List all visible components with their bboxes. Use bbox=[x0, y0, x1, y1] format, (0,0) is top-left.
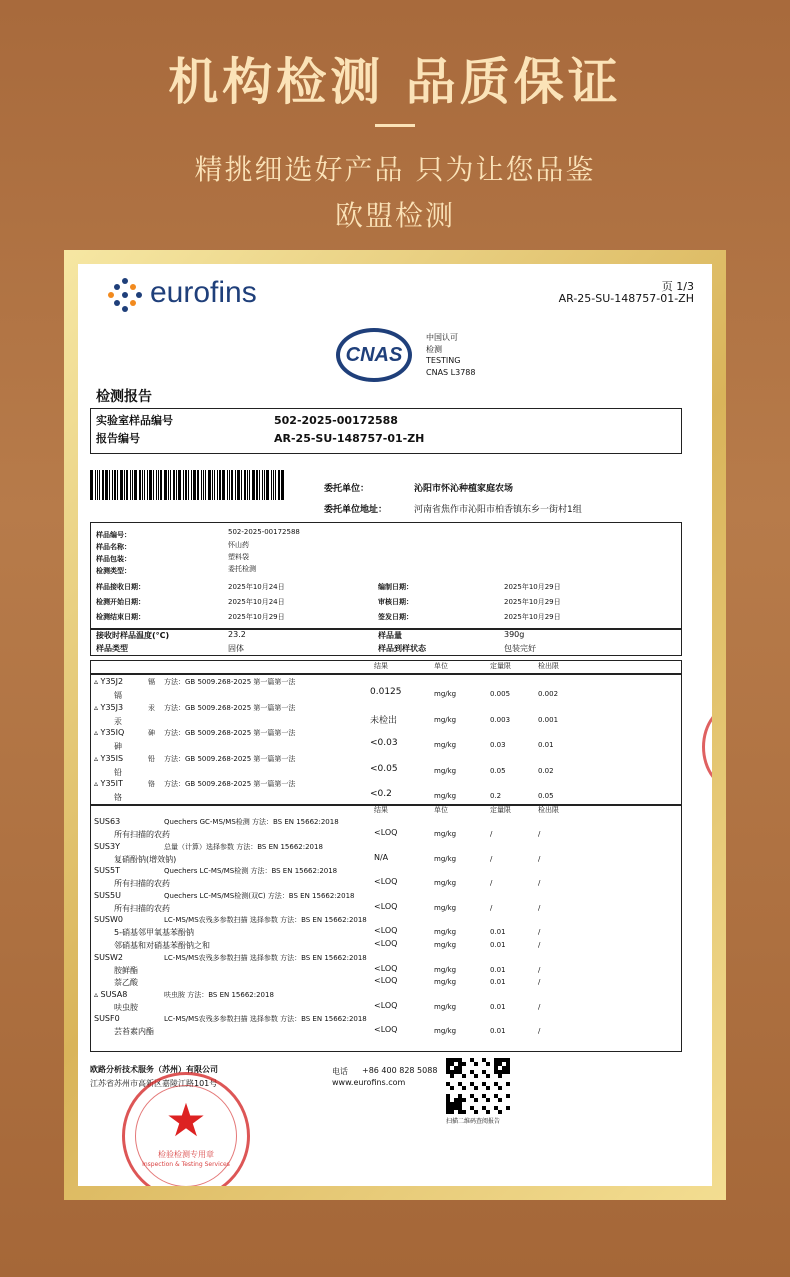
barcode-bar bbox=[266, 470, 269, 500]
sample-value: 怀山药 bbox=[228, 541, 249, 549]
hero-title: 机构检测 品质保证 bbox=[168, 52, 622, 111]
client-unit-label: 委托单位： bbox=[324, 484, 370, 494]
pesticide-loq: 0.01 bbox=[490, 928, 506, 937]
date-label: 检测开始日期： bbox=[96, 598, 145, 606]
barcode-bar bbox=[90, 470, 93, 500]
metal-method: 方法：GB 5009.268-2025 第一篇第一法 bbox=[164, 780, 296, 788]
barcode-bar bbox=[114, 470, 116, 500]
report-no-label: 报告编号 bbox=[96, 432, 140, 445]
barcode-bar bbox=[168, 470, 169, 500]
state-value: 包装完好 bbox=[504, 644, 536, 653]
barcode-bar bbox=[191, 470, 192, 500]
metal-unit: mg/kg bbox=[434, 792, 457, 800]
eurofins-logo: eurofins bbox=[150, 276, 257, 309]
barcode-bar bbox=[214, 470, 215, 500]
cnas-logo: CNAS bbox=[336, 328, 412, 382]
pesticide-result: <LOQ bbox=[374, 1025, 398, 1035]
pesticide-loq: 0.01 bbox=[490, 965, 506, 974]
qr-cell bbox=[462, 1086, 466, 1090]
pesticide-name: 所有扫描的农药 bbox=[114, 879, 170, 889]
metal-lod: 0.02 bbox=[538, 766, 554, 775]
pesticide-method: LC-MS/MS农残多参数扫描 选择参数 方法：BS EN 15662:2018 bbox=[164, 916, 367, 925]
barcode-bar bbox=[241, 470, 242, 500]
qr-cell bbox=[506, 1070, 510, 1074]
pesticide-loq: 0.01 bbox=[490, 978, 506, 987]
pesticide-code: SUS5U bbox=[94, 890, 121, 900]
gold-frame bbox=[64, 250, 726, 1200]
barcode-bar bbox=[256, 470, 258, 500]
hero-subtitle: 精挑细选好产品 只为让您品鉴 bbox=[194, 153, 596, 186]
barcode-bar bbox=[178, 470, 181, 500]
cnas-label-4: CNAS L3788 bbox=[426, 368, 476, 377]
metal-name: 砷 bbox=[114, 742, 122, 751]
barcode-bar bbox=[259, 470, 260, 500]
barcode-bar bbox=[229, 470, 230, 500]
date-value: 2025年10月29日 bbox=[504, 598, 561, 606]
client-addr: 河南省焦作市沁阳市柏香镇东乡一街村1组 bbox=[414, 505, 582, 515]
column-header: 检出限 bbox=[538, 806, 559, 814]
qr-cell bbox=[474, 1086, 478, 1090]
barcode-bar bbox=[132, 470, 133, 500]
barcode-bar bbox=[95, 470, 96, 500]
date-label: 样品接收日期： bbox=[96, 583, 145, 591]
metal-method: 方法：GB 5009.268-2025 第一篇第一法 bbox=[164, 703, 296, 712]
date-value: 2025年10月29日 bbox=[504, 583, 561, 591]
hero-divider bbox=[375, 124, 415, 127]
metal-loq: 0.03 bbox=[490, 741, 506, 749]
pesticide-code: SUS3Y bbox=[94, 841, 120, 851]
pesticide-lod: / bbox=[538, 854, 541, 863]
barcode-bar bbox=[105, 470, 108, 500]
date-label: 编制日期： bbox=[378, 583, 413, 591]
metal-result: 未检出 bbox=[370, 715, 398, 726]
pesticide-unit: mg/kg bbox=[434, 879, 457, 888]
metal-name: 铅 bbox=[114, 767, 122, 777]
barcode-bar bbox=[217, 470, 218, 500]
pesticide-result: <LOQ bbox=[374, 877, 398, 887]
qr-cell bbox=[462, 1062, 466, 1066]
metal-code: ▵ Y35IT bbox=[94, 779, 123, 788]
pesticide-lod: / bbox=[538, 1002, 541, 1011]
barcode-bar bbox=[147, 470, 148, 500]
pesticide-code: SUSF0 bbox=[94, 1014, 120, 1024]
metal-unit: mg/kg bbox=[434, 766, 457, 775]
barcode-bar bbox=[237, 470, 240, 500]
sample-label: 样品编号： bbox=[96, 531, 131, 539]
date-value: 2025年10月29日 bbox=[228, 613, 285, 621]
metal-code: ▵ Y35IQ bbox=[94, 728, 125, 737]
pesticide-name: 复硝酚钠(增效钠) bbox=[114, 854, 177, 864]
qr-cell bbox=[474, 1074, 478, 1078]
qr-cell bbox=[498, 1098, 502, 1102]
cnas-label-1: 中国认可 bbox=[426, 333, 458, 342]
pesticide-method: LC-MS/MS农残多参数扫描 选择参数 方法：BS EN 15662:2018 bbox=[164, 953, 367, 962]
qr-cell bbox=[486, 1110, 490, 1114]
qr-caption: 扫描二维码查阅报告 bbox=[446, 1118, 501, 1125]
qr-cell bbox=[506, 1094, 510, 1098]
metal-code: ▵ Y35IS bbox=[94, 753, 124, 763]
sample-value: 502-2025-00172588 bbox=[228, 528, 300, 536]
barcode-bar bbox=[126, 470, 128, 500]
barcode-bar bbox=[149, 470, 152, 500]
qr-cell bbox=[462, 1098, 466, 1102]
metal-code: ▵ Y35J2 bbox=[94, 677, 124, 686]
barcode-bar bbox=[142, 470, 143, 500]
pesticide-unit: mg/kg bbox=[434, 830, 457, 838]
date-value: 2025年10月24日 bbox=[228, 583, 285, 591]
type-label: 样品类型 bbox=[96, 644, 128, 653]
metal-lod: 0.002 bbox=[538, 690, 559, 698]
metal-cn: 铬 bbox=[148, 780, 155, 788]
company-address: 江苏省苏州市高新区嘉陵江路101号 bbox=[90, 1079, 218, 1088]
barcode-bar bbox=[219, 470, 221, 500]
barcode-bar bbox=[183, 470, 184, 500]
report-title: 检测报告 bbox=[96, 389, 152, 405]
metal-loq: 0.003 bbox=[490, 715, 511, 724]
pesticide-name: 胺鲜酯 bbox=[114, 965, 138, 975]
pesticide-code: SUSW0 bbox=[94, 915, 124, 925]
barcode-bar bbox=[203, 470, 204, 500]
pesticide-code: SUSW2 bbox=[94, 952, 124, 962]
pesticide-unit: mg/kg bbox=[434, 1002, 457, 1011]
metal-loq: 0.05 bbox=[490, 766, 506, 775]
barcode-bar bbox=[247, 470, 248, 500]
qr-cell bbox=[498, 1110, 502, 1114]
qr-cell bbox=[498, 1074, 502, 1078]
metal-cn: 铅 bbox=[148, 754, 155, 763]
sample-label: 样品名称： bbox=[96, 543, 131, 551]
date-value: 2025年10月29日 bbox=[504, 613, 561, 621]
column-header: 结果 bbox=[374, 662, 388, 670]
pesticide-loq: 0.01 bbox=[490, 1002, 506, 1011]
metal-unit: mg/kg bbox=[434, 741, 457, 749]
barcode-bar bbox=[281, 470, 284, 500]
barcode-bar bbox=[134, 470, 137, 500]
pesticide-result: <LOQ bbox=[374, 1000, 398, 1010]
sample-label: 样品包装： bbox=[96, 555, 131, 563]
company-name: 欧路分析技术服务（苏州）有限公司 bbox=[90, 1065, 218, 1074]
sample-value: 塑料袋 bbox=[228, 553, 249, 561]
stamp-text: 检验检测专用章 bbox=[158, 1150, 214, 1159]
qr-cell bbox=[486, 1062, 490, 1066]
barcode-bar bbox=[158, 470, 159, 500]
barcode-bar bbox=[153, 470, 154, 500]
pesticide-result: <LOQ bbox=[374, 901, 398, 911]
metal-method: 方法：GB 5009.268-2025 第一篇第一法 bbox=[164, 754, 296, 763]
pesticide-loq: 0.01 bbox=[490, 1027, 506, 1036]
qr-code bbox=[446, 1058, 510, 1114]
qr-cell bbox=[450, 1086, 454, 1090]
pesticide-unit: mg/kg bbox=[434, 854, 457, 863]
barcode-bar bbox=[164, 470, 167, 500]
cnas-label-3: TESTING bbox=[426, 356, 461, 365]
lab-no-label: 实验室样品编号 bbox=[96, 414, 173, 427]
barcode-bar bbox=[188, 470, 189, 500]
metal-result: <0.05 bbox=[370, 763, 398, 774]
pesticide-code: ▵ SUSA8 bbox=[94, 989, 128, 999]
pesticide-method: Quechers GC-MS/MS检测 方法：BS EN 15662:2018 bbox=[164, 818, 339, 826]
barcode-bar bbox=[208, 470, 211, 500]
client-addr-label: 委托单位地址： bbox=[324, 505, 388, 515]
pesticide-method: 总量（计算）选择参数 方法：BS EN 15662:2018 bbox=[164, 842, 323, 851]
column-header: 单位 bbox=[434, 806, 448, 814]
qr-cell bbox=[486, 1098, 490, 1102]
metal-loq: 0.2 bbox=[490, 792, 502, 800]
qr-cell bbox=[474, 1062, 478, 1066]
qr-cell bbox=[506, 1082, 510, 1086]
red-stamp bbox=[122, 1072, 250, 1186]
barcode-bar bbox=[99, 470, 100, 500]
pesticide-method: LC-MS/MS农残多参数扫描 选择参数 方法：BS EN 15662:2018 bbox=[164, 1015, 367, 1024]
barcode-bar bbox=[252, 470, 255, 500]
pesticide-name: 5-硝基邻甲氧基苯酚钠 bbox=[114, 928, 194, 938]
qr-cell bbox=[462, 1110, 466, 1114]
pesticide-loq: 0.01 bbox=[490, 941, 506, 949]
barcode-bar bbox=[120, 470, 123, 500]
barcode-bar bbox=[173, 470, 175, 500]
phone: +86 400 828 5088 bbox=[362, 1066, 438, 1075]
metal-method: 方法：GB 5009.268-2025 第一篇第一法 bbox=[164, 678, 296, 686]
pesticide-method: Quechers LC-MS/MS检测 方法：BS EN 15662:2018 bbox=[164, 867, 338, 876]
pesticide-name: 所有扫描的农药 bbox=[114, 830, 170, 839]
barcode-bar bbox=[222, 470, 225, 500]
barcode-bar bbox=[205, 470, 206, 500]
date-label: 审核日期： bbox=[378, 598, 413, 606]
pesticide-code: SUS63 bbox=[94, 817, 121, 826]
barcode-bar bbox=[244, 470, 246, 500]
metal-unit: mg/kg bbox=[434, 690, 457, 698]
barcode-bar bbox=[193, 470, 196, 500]
stamp-star-icon: ★ bbox=[165, 1093, 207, 1147]
barcode-bar bbox=[97, 470, 98, 500]
pesticide-lod: / bbox=[538, 928, 541, 937]
sample-label: 检测类型： bbox=[96, 567, 131, 575]
pesticide-name: 萘乙酸 bbox=[114, 978, 138, 988]
qr-cell bbox=[486, 1074, 490, 1078]
pesticide-result: <LOQ bbox=[374, 976, 398, 986]
metal-cn: 汞 bbox=[148, 703, 155, 712]
metal-lod: 0.01 bbox=[538, 741, 554, 749]
phone-label: 电话 bbox=[332, 1067, 348, 1076]
metal-name: 镉 bbox=[114, 691, 122, 700]
metal-lod: 0.001 bbox=[538, 715, 559, 724]
column-header: 检出限 bbox=[538, 662, 559, 670]
barcode-bar bbox=[264, 470, 265, 500]
barcode-bar bbox=[160, 470, 162, 500]
barcode-bar bbox=[156, 470, 157, 500]
barcode-bar bbox=[262, 470, 263, 500]
pesticide-lod: / bbox=[538, 965, 541, 974]
barcode-bar bbox=[201, 470, 202, 500]
column-header: 单位 bbox=[434, 662, 448, 670]
barcode-bar bbox=[278, 470, 280, 500]
qr-cell bbox=[474, 1098, 478, 1102]
barcode-bar bbox=[197, 470, 199, 500]
qr-cell bbox=[450, 1110, 454, 1114]
metal-cn: 砷 bbox=[148, 729, 155, 737]
pesticide-lod: / bbox=[538, 830, 541, 838]
pesticide-unit: mg/kg bbox=[434, 965, 457, 974]
pesticide-unit: mg/kg bbox=[434, 941, 457, 949]
pesticide-result: <LOQ bbox=[374, 939, 398, 948]
metal-result: <0.03 bbox=[370, 738, 398, 748]
pesticide-name: 芸苔素内酯 bbox=[114, 1027, 154, 1037]
qr-cell bbox=[498, 1086, 502, 1090]
metal-result: <0.2 bbox=[370, 789, 392, 799]
metal-name: 汞 bbox=[114, 716, 122, 726]
temp-label: 接收时样品温度(°C) bbox=[96, 631, 170, 640]
pesticide-method: 呋虫胺 方法：BS EN 15662:2018 bbox=[164, 990, 274, 999]
barcode-bar bbox=[102, 470, 104, 500]
pesticide-lod: / bbox=[538, 903, 541, 912]
state-label: 样品到样状态 bbox=[378, 644, 426, 653]
barcode-bar bbox=[271, 470, 272, 500]
barcode-bar bbox=[185, 470, 187, 500]
date-label: 签发日期： bbox=[378, 613, 413, 621]
pesticide-name: 所有扫描的农药 bbox=[114, 903, 170, 913]
barcode-bar bbox=[124, 470, 125, 500]
pesticide-method: Quechers LC-MS/MS检测(双C) 方法：BS EN 15662:2018 bbox=[164, 891, 355, 900]
pesticide-result: N/A bbox=[374, 852, 389, 862]
pesticide-code: SUS5T bbox=[94, 866, 120, 876]
barcode-bar bbox=[112, 470, 113, 500]
pesticide-result: <LOQ bbox=[374, 828, 398, 837]
report-paper bbox=[78, 264, 712, 1186]
pesticide-lod: / bbox=[538, 941, 541, 949]
column-header: 结果 bbox=[374, 806, 388, 814]
qr-cell bbox=[462, 1074, 466, 1078]
edge-stamp bbox=[702, 704, 712, 790]
barcode-bar bbox=[130, 470, 131, 500]
metal-loq: 0.005 bbox=[490, 690, 511, 698]
pesticide-loq: / bbox=[490, 879, 493, 888]
eurofins-logo-icon bbox=[108, 278, 144, 314]
pesticide-lod: / bbox=[538, 1027, 541, 1036]
barcode bbox=[90, 470, 286, 500]
pesticide-result: <LOQ bbox=[374, 926, 398, 936]
pesticide-lod: / bbox=[538, 879, 541, 888]
barcode-bar bbox=[235, 470, 236, 500]
barcode-bar bbox=[227, 470, 228, 500]
pesticide-unit: mg/kg bbox=[434, 978, 457, 987]
temp-value: 23.2 bbox=[228, 630, 246, 639]
website: www.eurofins.com bbox=[332, 1078, 406, 1087]
sample-value: 委托检测 bbox=[228, 565, 256, 573]
pesticide-loq: / bbox=[490, 903, 493, 912]
client-unit: 沁阳市怀沁种植家庭农场 bbox=[414, 484, 514, 494]
metal-name: 铬 bbox=[114, 793, 122, 802]
date-value: 2025年10月24日 bbox=[228, 598, 285, 606]
barcode-bar bbox=[212, 470, 213, 500]
pesticide-lod: / bbox=[538, 978, 541, 987]
metal-cn: 镉 bbox=[148, 678, 155, 686]
pesticide-name: 呋虫胺 bbox=[114, 1002, 138, 1012]
pesticide-unit: mg/kg bbox=[434, 928, 457, 937]
report-no: AR-25-SU-148757-01-ZH bbox=[274, 432, 425, 445]
qr-cell bbox=[450, 1074, 454, 1078]
barcode-bar bbox=[139, 470, 141, 500]
barcode-bar bbox=[249, 470, 250, 500]
pesticide-name: 邻硝基和对硝基苯酚钠之和 bbox=[114, 941, 210, 950]
barcode-bar bbox=[231, 470, 233, 500]
date-label: 检测结束日期： bbox=[96, 613, 145, 621]
pesticide-loq: / bbox=[490, 830, 493, 838]
metal-code: ▵ Y35J3 bbox=[94, 702, 124, 712]
barcode-bar bbox=[109, 470, 110, 500]
pesticide-unit: mg/kg bbox=[434, 1027, 457, 1036]
cnas-label-2: 检测 bbox=[426, 345, 442, 354]
lab-no: 502-2025-00172588 bbox=[274, 414, 398, 427]
qr-cell bbox=[506, 1106, 510, 1110]
barcode-bar bbox=[144, 470, 145, 500]
barcode-bar bbox=[176, 470, 177, 500]
report-code-top: AR-25-SU-148757-01-ZH bbox=[558, 292, 694, 305]
pesticide-unit: mg/kg bbox=[434, 903, 457, 912]
page-number: 页 1/3 bbox=[661, 280, 694, 293]
metal-method: 方法：GB 5009.268-2025 第一篇第一法 bbox=[164, 729, 296, 737]
pesticide-loq: / bbox=[490, 854, 493, 863]
pesticide-result: <LOQ bbox=[374, 963, 398, 973]
barcode-bar bbox=[170, 470, 171, 500]
metal-lod: 0.05 bbox=[538, 792, 554, 800]
metal-result: 0.0125 bbox=[370, 687, 402, 697]
stamp-en: Inspection & Testing Services bbox=[142, 1161, 230, 1168]
barcode-bar bbox=[273, 470, 274, 500]
hero-subtitle-2: 欧盟检测 bbox=[334, 199, 455, 232]
qty-value: 390g bbox=[504, 630, 525, 639]
column-header: 定量限 bbox=[490, 806, 511, 814]
metal-unit: mg/kg bbox=[434, 715, 457, 724]
barcode-bar bbox=[275, 470, 276, 500]
column-header: 定量限 bbox=[490, 662, 511, 670]
barcode-bar bbox=[117, 470, 118, 500]
type-value: 固体 bbox=[228, 644, 244, 653]
qty-label: 样品量 bbox=[378, 631, 402, 640]
qr-cell bbox=[486, 1086, 490, 1090]
qr-cell bbox=[474, 1110, 478, 1114]
